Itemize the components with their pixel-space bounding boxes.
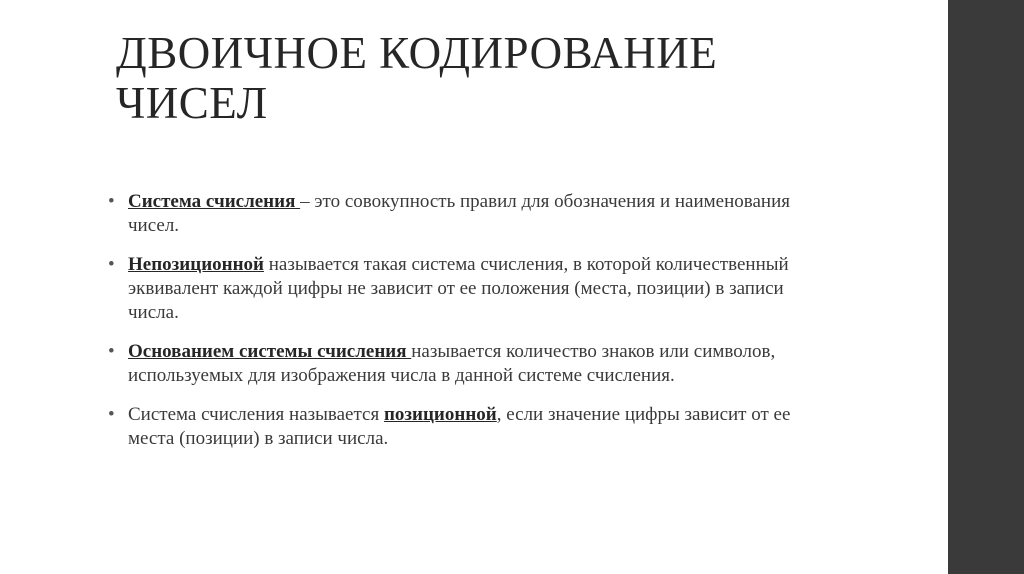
item-text-after: называется такая система счисления, в которой количественный эквивалент каждой цифры не зависит от ее положения (места, позиции) в записи числа. xyxy=(128,254,789,323)
list-item xyxy=(108,403,828,451)
item-term: Основанием системы счисления xyxy=(128,341,412,362)
bullet-icon: • xyxy=(108,191,115,212)
item-text-after: называется количество знаков или символов, используемых для изображения числа в данной системе счисления. xyxy=(128,341,776,386)
list-item xyxy=(108,190,828,238)
bullet-icon: • xyxy=(108,341,115,362)
item-text-before: Система счисления называется xyxy=(128,404,384,425)
right-side-bar xyxy=(948,0,1024,574)
list-item xyxy=(108,253,828,325)
item-term: Непозиционной xyxy=(128,254,264,275)
bullet-icon: • xyxy=(108,254,115,275)
bullet-list xyxy=(108,190,828,466)
item-text-after: , если значение цифры зависит от ее места (позиции) в записи числа. xyxy=(128,404,791,449)
item-text-after: – это совокупность правил для обозначения и наименования чисел. xyxy=(128,191,790,236)
list-item xyxy=(108,340,828,388)
item-term: Система счисления xyxy=(128,191,301,212)
bullet-icon: • xyxy=(108,404,115,425)
item-term: позиционной xyxy=(383,404,497,425)
slide-title: ДВОИЧНОЕ КОДИРОВАНИЕ ЧИСЕЛ xyxy=(116,28,718,128)
